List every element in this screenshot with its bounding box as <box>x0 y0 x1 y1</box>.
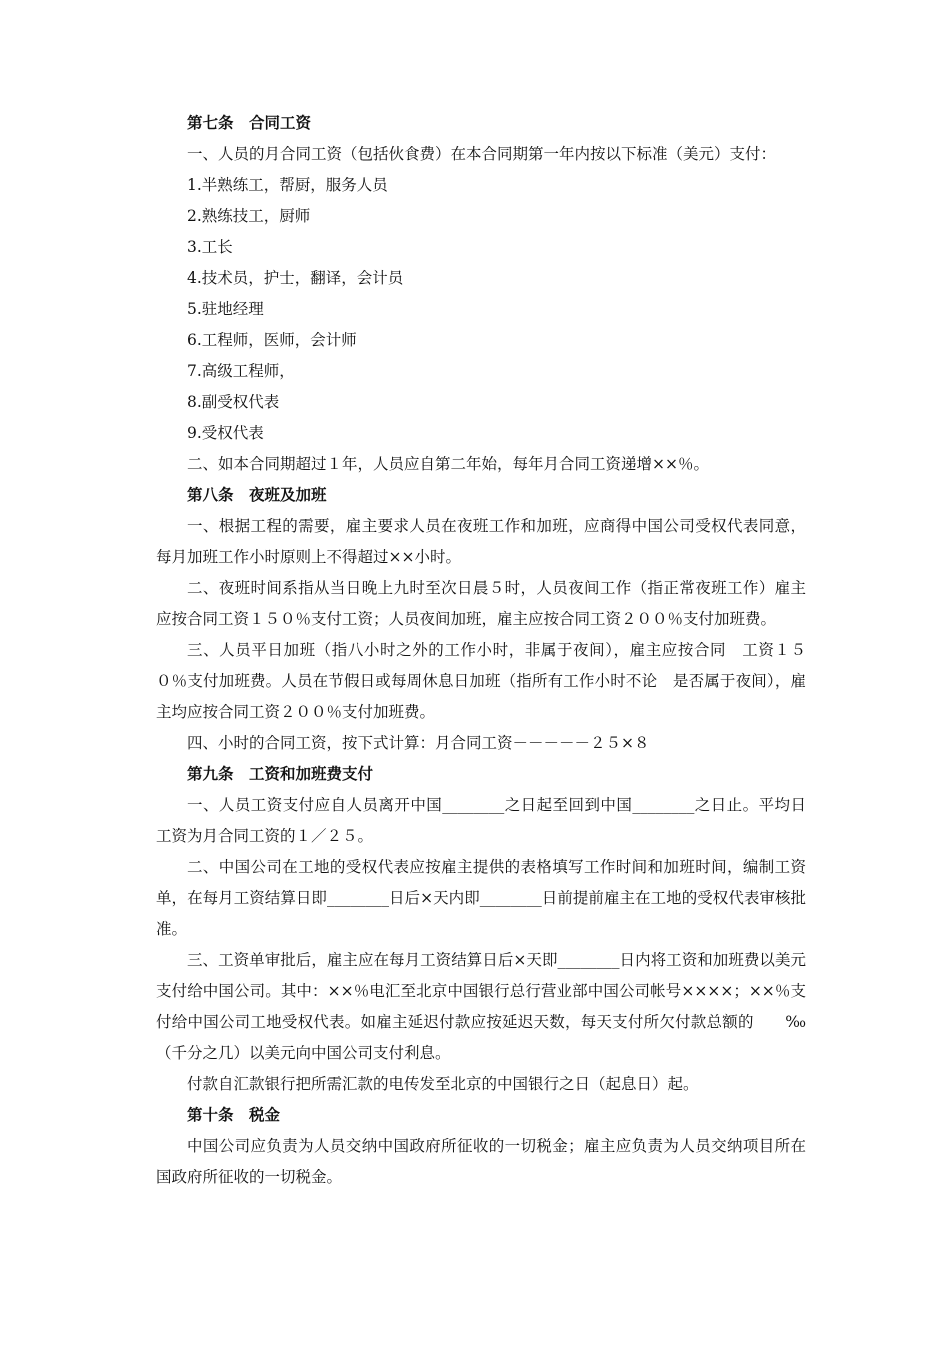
section-8-paragraph-4: 四、小时的合同工资，按下式计算：月合同工资－－－－－２５×８ <box>187 734 650 752</box>
section-10-title: 第十条 税金 <box>187 1106 281 1124</box>
section-9-paragraph-1: 一、人员工资支付应自人员离开中国________之日起至回到中国________之日止。平均日工资为月合同工资的１／２５。 <box>156 796 806 845</box>
section-9-paragraph-3: 三、工资单审批后，雇主应在每月工资结算日后×天即________日内将工资和加班费以美元支付给中国公司。其中：××％电汇至北京中国银行总行营业部中国公司帐号××××；××％支付给中国公司工地受权代表。如雇主延迟付款应按延迟天数，每天支付所欠付款总额的 ‰（千分之几）以美元向中国公司支付利息。 <box>156 951 806 1062</box>
section-7-paragraph-1: 一、人员的月合同工资（包括伙食费）在本合同期第一年内按以下标准（美元）支付： <box>187 145 777 163</box>
list-item: 3.工长 <box>187 238 233 256</box>
list-item: 2.熟练技工，厨师 <box>187 207 311 225</box>
section-8-paragraph-2: 二、夜班时间系指从当日晚上九时至次日晨５时，人员夜间工作（指正常夜班工作）雇主应按合同工资１５０％支付工资；人员夜间加班，雇主应按合同工资２００％支付加班费。 <box>156 579 806 628</box>
section-9-title: 第九条 工资和加班费支付 <box>187 765 374 783</box>
section-8-title: 第八条 夜班及加班 <box>187 486 327 504</box>
section-9-paragraph-2: 二、中国公司在工地的受权代表应按雇主提供的表格填写工作时间和加班时间，编制工资单，在每月工资结算日即________日后×天内即________日前提前雇主在工地的受权代表审核批准。 <box>156 858 806 938</box>
list-item: 7.高级工程师， <box>187 362 295 380</box>
list-item: 4.技术员，护士，翻译，会计员 <box>187 269 404 287</box>
list-item: 8.副受权代表 <box>187 393 280 411</box>
list-item: 9.受权代表 <box>187 424 264 442</box>
section-8-paragraph-3: 三、人员平日加班（指八小时之外的工作小时，非属于夜间），雇主应按合同 工资１５０％支付加班费。人员在节假日或每周休息日加班（指所有工作小时不论 是否属于夜间），雇主均应按合同工资２００％支付加班费。 <box>156 641 806 721</box>
section-8-paragraph-1: 一、根据工程的需要，雇主要求人员在夜班工作和加班，应商得中国公司受权代表同意，每月加班工作小时原则上不得超过××小时。 <box>156 517 806 566</box>
section-10-paragraph-1: 中国公司应负责为人员交纳中国政府所征收的一切税金；雇主应负责为人员交纳项目所在国政府所征收的一切税金。 <box>156 1137 806 1186</box>
list-item: 6.工程师，医师，会计师 <box>187 331 357 349</box>
list-item: 1.半熟练工，帮厨，服务人员 <box>187 176 388 194</box>
section-7-paragraph-2: 二、如本合同期超过１年，人员应自第二年始，每年月合同工资递增××％。 <box>187 455 709 473</box>
section-9-paragraph-4: 付款自汇款银行把所需汇款的电传发至北京的中国银行之日（起息日）起。 <box>187 1075 699 1093</box>
list-item: 5.驻地经理 <box>187 300 264 318</box>
section-7-title: 第七条 合同工资 <box>187 114 312 132</box>
